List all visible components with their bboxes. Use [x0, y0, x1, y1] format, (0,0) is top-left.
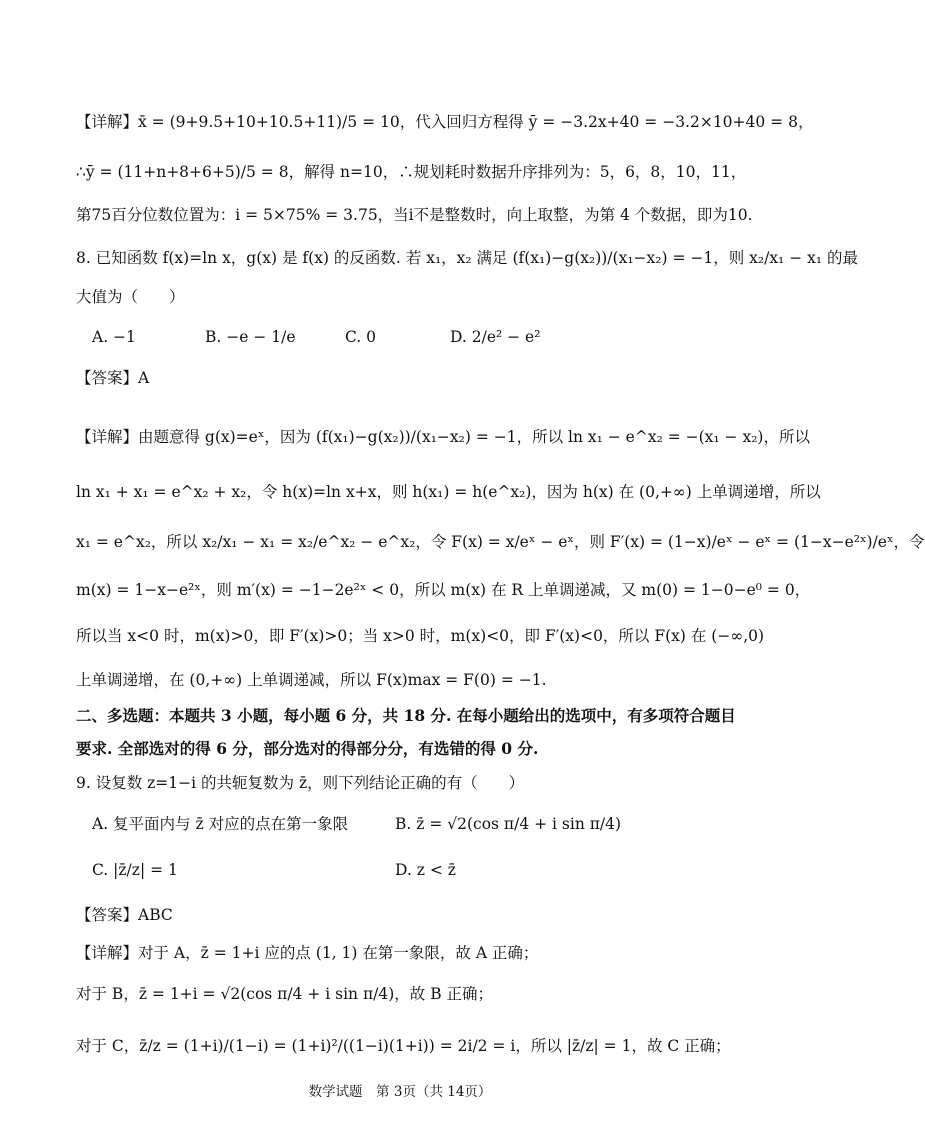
q9-answer: 【答案】ABC: [76, 906, 173, 924]
q8-solution-line-5: 所以当 x<0 时，m(x)>0，即 F′(x)>0；当 x>0 时，m(x)<0，即 F′(x)<0，所以 F(x) 在 (−∞,0): [76, 627, 765, 645]
section-header-line-2: 要求. 全部选对的得 6 分，部分选对的得部分分，有选错的得 0 分.: [76, 739, 539, 758]
q8-option-c: C. 0: [345, 328, 377, 346]
q9-solution-line-2: 对于 B，z̄ = 1+i = √2(cos π/4 + i sin π/4)，故 B 正确；: [76, 985, 494, 1003]
q8-solution-line-3: x₁ = e^x₂，所以 x₂/x₁ − x₁ = x₂/e^x₂ − e^x₂，令 F(x) = x/eˣ − eˣ，则 F′(x) = (1−x)/eˣ − eˣ = (1−x−e²ˣ)/eˣ，令: [76, 533, 925, 551]
page-footer: 数学试题 第 3页（共 14页）: [308, 1084, 492, 1100]
question-8-stem: 8. 已知函数 f(x)=ln x，g(x) 是 f(x) 的反函数. 若 x₁，x₂ 满足 (f(x₁)−g(x₂))/(x₁−x₂) = −1，则 x₂/x₁ − x₁ 的最: [76, 249, 858, 267]
q9-option-d: D. z < z̄: [395, 861, 456, 879]
q8-solution-line-1: 【详解】由题意得 g(x)=eˣ，因为 (f(x₁)−g(x₂))/(x₁−x₂) = −1，所以 ln x₁ − e^x₂ = −(x₁ − x₂)，所以: [76, 428, 810, 446]
solution-line-3: 第75百分位数位置为：i = 5×75% = 3.75，当i不是整数时，向上取整，为第 4 个数据，即为10.: [76, 206, 753, 224]
section-header-line-1: 二、多选题：本题共 3 小题，每小题 6 分，共 18 分. 在每小题给出的选项中，有多项符合题目: [76, 706, 736, 725]
q8-solution-line-6: 上单调递增，在 (0,+∞) 上单调递减，所以 F(x)max = F(0) = −1.: [76, 671, 547, 689]
q8-option-b: B. −e − 1/e: [205, 328, 296, 346]
solution-line-1: 【详解】x̄ = (9+9.5+10+10.5+11)/5 = 10，代入回归方程得 ȳ = −3.2x+40 = −3.2×10+40 = 8，: [76, 113, 814, 131]
q9-solution-line-1: 【详解】对于 A，z̄ = 1+i 应的点 (1, 1) 在第一象限，故 A 正确；: [76, 944, 539, 962]
question-9-stem: 9. 设复数 z=1−i 的共轭复数为 z̄，则下列结论正确的有（ ）: [76, 774, 525, 792]
q9-option-a: A. 复平面内与 z̄ 对应的点在第一象限: [92, 815, 349, 833]
solution-line-2: ∴ȳ = (11+n+8+6+5)/5 = 8，解得 n=10，∴规划耗时数据升序排列为：5，6，8，10，11，: [76, 163, 747, 181]
q8-answer: 【答案】A: [76, 369, 150, 387]
q9-option-c: C. |z̄/z| = 1: [92, 861, 178, 879]
q8-solution-line-2: ln x₁ + x₁ = e^x₂ + x₂，令 h(x)=ln x+x，则 h(x₁) = h(e^x₂)，因为 h(x) 在 (0,+∞) 上单调递增，所以: [76, 483, 821, 501]
q9-solution-line-3: 对于 C，z̄/z = (1+i)/(1−i) = (1+i)²/((1−i)(1+i)) = 2i/2 = i，所以 |z̄/z| = 1，故 C 正确；: [76, 1037, 731, 1055]
q8-solution-line-4: m(x) = 1−x−e²ˣ，则 m′(x) = −1−2e²ˣ < 0，所以 m(x) 在 R 上单调递减，又 m(0) = 1−0−e⁰ = 0，: [76, 581, 811, 599]
q8-option-d: D. 2/e² − e²: [450, 328, 541, 346]
q8-option-a: A. −1: [92, 328, 136, 346]
q9-option-b: B. z̄ = √2(cos π/4 + i sin π/4): [395, 815, 622, 833]
question-8-stem-cont: 大值为（ ）: [76, 288, 185, 306]
